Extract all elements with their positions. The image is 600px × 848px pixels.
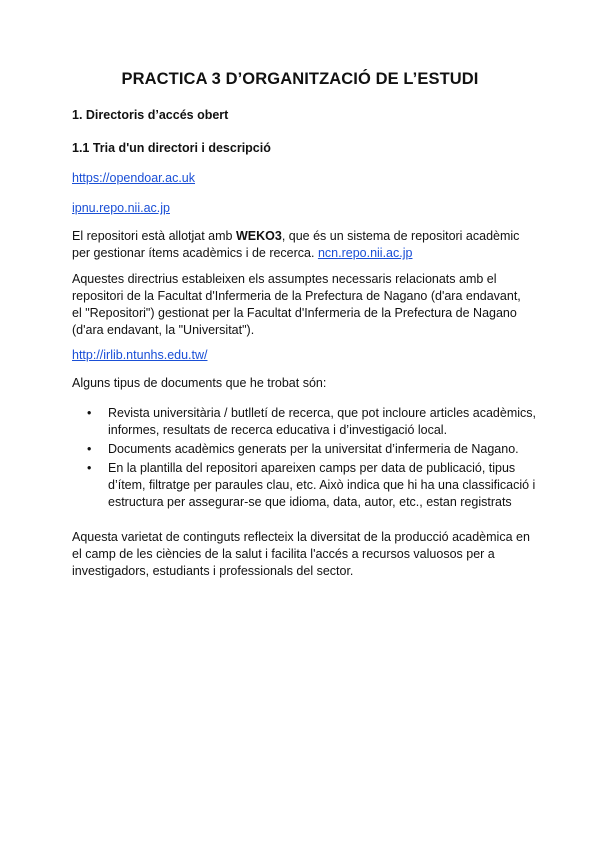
paragraph-weko3-text-2: , que és un sistema de repositori acadèmic per gestionar ítems acadèmics i de recerca. (72, 229, 520, 260)
link-ncn[interactable]: ncn.repo.nii.ac.jp (317, 246, 413, 260)
list-item-text: En la plantilla del repositori apareixen camps per data de publicació, tipus d’ítem, filtratge per paraules clau, etc. Això indica que hi ha una classificació i estructura per assegurar-se que idioma, data, autor, etc., estan registrats (108, 461, 536, 509)
link-irlib-line (72, 347, 532, 364)
bullet-icon: • (87, 406, 92, 420)
link-ipnu-line (72, 200, 532, 217)
link-irlib[interactable]: http://irlib.ntunhs.edu.tw/ (72, 348, 208, 362)
list-item (72, 460, 542, 511)
list-item (72, 405, 542, 439)
link-opendoar-line (72, 170, 532, 187)
paragraph-conclusion: Aquesta varietat de continguts reflecteix la diversitat de la producció acadèmica en el camp de les ciències de la salut i facilita l'accés a recursos valuosos per a investigadors, estudiants i professionals del sector. (72, 530, 530, 578)
section-heading-1-1: 1.1 Tria d'un directori i descripció (72, 141, 271, 155)
link-opendoar[interactable]: https://opendoar.ac.uk (72, 171, 196, 185)
paragraph-guidelines: Aquestes directrius estableixen els assumptes necessaris relacionats amb el repositori de la Facultat d'Infermeria de la Prefectura de Nagano (d'ara endavant, el "Repositori") gestionat per la Facultat d'Infermeria de la Prefectura de Nagano (d'ara endavant, la "Universitat"). (72, 272, 521, 337)
document-title: PRACTICA 3 D’ORGANITZACIÓ DE L’ESTUDI (121, 70, 479, 88)
section-heading-1: 1. Directoris d’accés obert (72, 108, 229, 122)
link-ipnu[interactable]: ipnu.repo.nii.ac.jp (72, 201, 170, 215)
bullet-icon: • (87, 442, 92, 456)
bullet-icon: • (87, 461, 92, 475)
paragraph-weko3-text-1: El repositori està allotjat amb (72, 229, 236, 243)
paragraph-doc-types-intro: Alguns tipus de documents que he trobat són: (72, 376, 327, 390)
doc-types-list (72, 405, 542, 513)
paragraph-weko3 (72, 228, 532, 262)
list-item (72, 441, 542, 458)
list-item-text: Revista universitària / butlletí de recerca, que pot incloure articles acadèmics, informes, resultats de recerca educativa i d’investigació local. (108, 406, 536, 437)
list-item-text: Documents acadèmics generats per la universitat d’infermeria de Nagano. (108, 442, 519, 456)
weko3-bold: WEKO3 (235, 229, 282, 243)
